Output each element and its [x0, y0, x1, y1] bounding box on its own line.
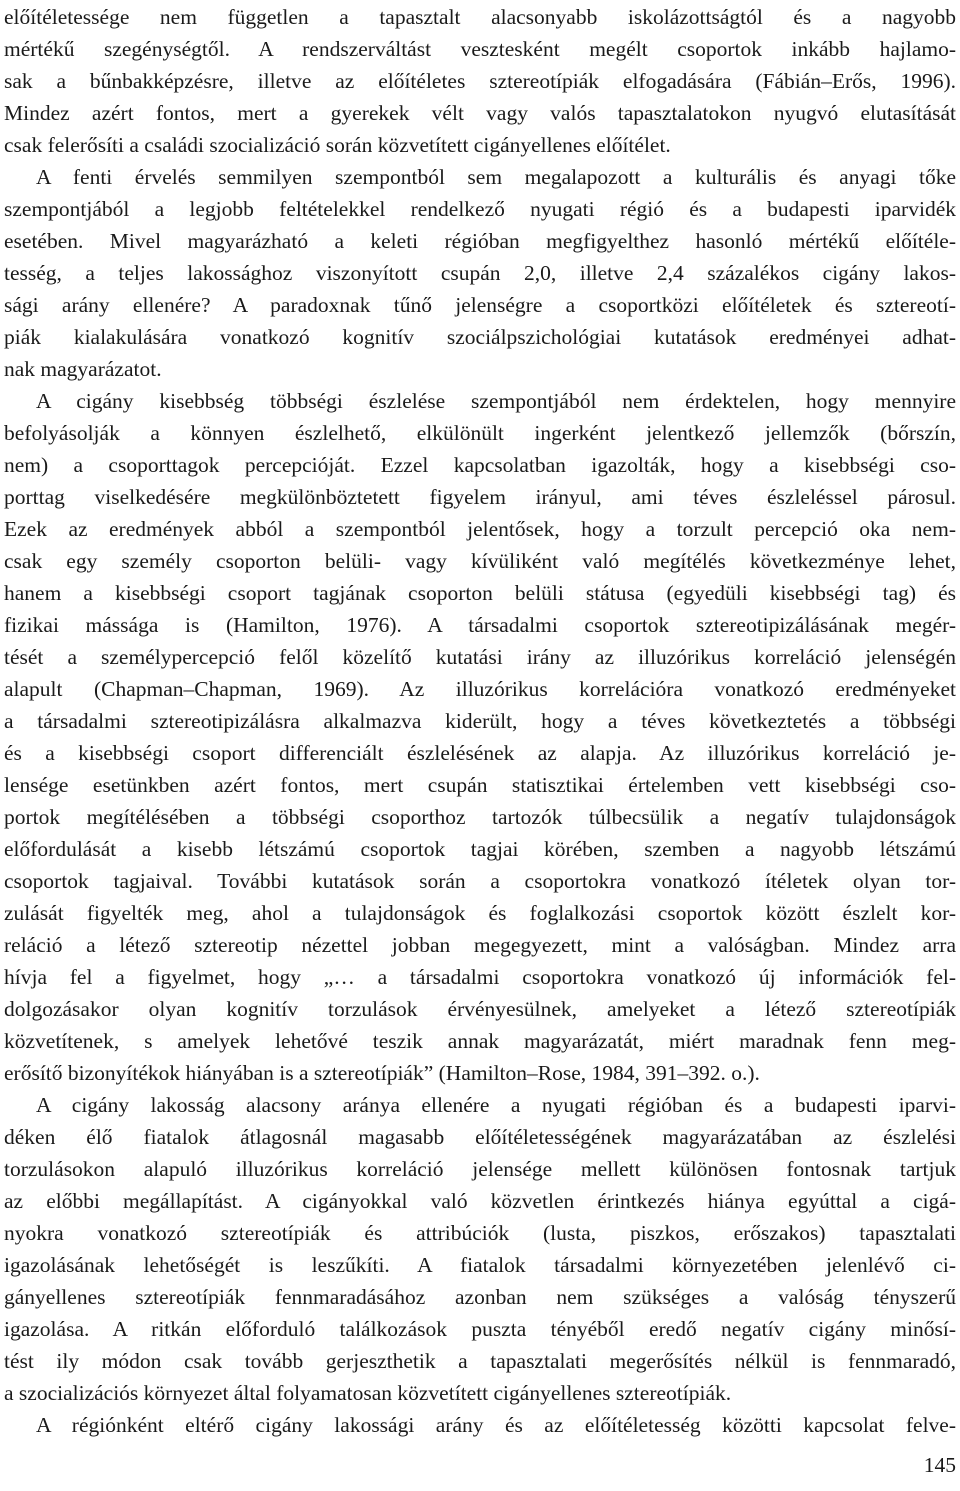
- text-line: dolgozásakor olyan kognitív torzulások érvényesülnek, amelyeket a létező sztereotípiák: [4, 997, 956, 1021]
- text-line: déken élő fiatalok átlagosnál magasabb előítéletességének magyarázatában az észlelési: [4, 1125, 956, 1149]
- text-line: porttag viselkedésére megkülönböztetett figyelem irányul, ami téves észleléssel párosul.: [4, 485, 956, 509]
- text-line: az előbbi megállapítást. A cigányokkal való közvetlen érintkezés hiánya egyúttal a cigá-: [4, 1189, 956, 1213]
- page-number: 145: [923, 1453, 956, 1477]
- text-line: fizikai mássága is (Hamilton, 1976). A társadalmi csoportok sztereotipizálásának megér-: [4, 613, 956, 637]
- text-line: gányellenes sztereotípiák fennmaradásához azonban nem szükséges a valóság tényszerű: [4, 1285, 956, 1309]
- text-line: nem) a csoporttagok percepcióját. Ezzel kapcsolatban igazolták, hogy a kisebbségi cso-: [4, 453, 956, 477]
- text-line: csak egy személy csoporton belüli- vagy kívüliként való megítélés következménye lehet,: [4, 549, 956, 573]
- text-line: előítéletessége nem független a tapasztalt alacsonyabb iskolázottságtól és a nagyobb: [4, 5, 956, 29]
- text-line: tését a személypercepció felől közelítő kutatási irány az illuzórikus korreláció jelenségén: [4, 645, 956, 669]
- paragraph-first-line: A fenti érvelés semmilyen szempontból sem megalapozott a kulturális és anyagi tőke: [36, 165, 956, 189]
- text-line: közvetítenek, s amelyek lehetővé teszik annak magyarázatát, miért maradnak fenn meg-: [4, 1029, 956, 1053]
- paragraph-first-line: A régiónként eltérő cigány lakossági arány és az előítéletesség közötti kapcsolat felve-: [36, 1413, 956, 1437]
- text-line: Ezek az eredmények abból a szempontból jelentősek, hogy a torzult percepció oka nem-: [4, 517, 956, 541]
- text-line: igazolásának lehetőségét is leszűkíti. A fiatalok társadalmi környezetében jelenlévő ci-: [4, 1253, 956, 1277]
- text-line: piák kialakulására vonatkozó kognitív szociálpszichológiai kutatások eredményei adhat-: [4, 325, 956, 349]
- text-line: tést ily módon csak tovább gerjeszthetik a tapasztalati megerősítés nélkül is fennmaradó,: [4, 1349, 956, 1373]
- text-line: torzulásokon alapuló illuzórikus korreláció jelensége mellett különösen fontosnak tartjuk: [4, 1157, 956, 1181]
- text-line: mértékű szegénységtől. A rendszerváltást vesztesként megélt csoportok inkább hajlamo-: [4, 37, 956, 61]
- text-line: hívja fel a figyelmet, hogy „… a társadalmi csoportokra vonatkozó új információk fel-: [4, 965, 956, 989]
- text-line: szempontjából a legjobb feltételekkel rendelkező nyugati régió és a budapesti iparvidék: [4, 197, 956, 221]
- text-line: tesség, a teljes lakossághoz viszonyított csupán 2,0, illetve 2,4 százalékos cigány lakos-: [4, 261, 956, 285]
- text-line: sági arány ellenére? A paradoxnak tűnő jelenségre a csoportközi előítéletek és sztereotí-: [4, 293, 956, 317]
- text-line: lensége esetünkben azért fontos, mert csupán statisztikai értelemben vett kisebbségi cso-: [4, 773, 956, 797]
- text-line: igazolása. A ritkán előforduló találkozások puszta tényéből eredő negatív cigány minősí-: [4, 1317, 956, 1341]
- text-line: nak magyarázatot.: [4, 357, 162, 381]
- text-line: csak felerősíti a családi szocializáció során közvetített cigányellenes előítélet.: [4, 133, 671, 157]
- text-line: nyokra vonatkozó sztereotípiák és attribúciók (lusta, piszkos, erőszakos) tapasztalati: [4, 1221, 956, 1245]
- text-line: esetében. Mivel magyarázható a keleti régióban megfigyelthez hasonló mértékű előítéle-: [4, 229, 956, 253]
- text-line: sak a bűnbakképzésre, illetve az előítéletes sztereotípiák elfogadására (Fábián–Erős, 1996).: [4, 69, 956, 93]
- text-line: hanem a kisebbségi csoport tagjának csoporton belüli státusa (egyedüli kisebbségi tag) és: [4, 581, 956, 605]
- text-line: reláció a létező sztereotip nézettel jobban megegyezett, mint a valóságban. Mindez arra: [4, 933, 956, 957]
- text-line: Mindez azért fontos, mert a gyerekek vélt vagy valós tapasztalatokon nyugvó elutasítását: [4, 101, 956, 125]
- text-line: alapult (Chapman–Chapman, 1969). Az illuzórikus korrelációra vonatkozó eredményeket: [4, 677, 956, 701]
- text-line: csoportok tagjaival. További kutatások során a csoportokra vonatkozó ítéletek olyan tor-: [4, 869, 956, 893]
- text-line: a társadalmi sztereotipizálásra alkalmazva kiderült, hogy a téves következtetés a többségi: [4, 709, 956, 733]
- text-line: befolyásolják a könnyen észlelhető, elkülönült ingerként jelentkező jellemzők (bőrszín,: [4, 421, 956, 445]
- text-line: a szocializációs környezet által folyamatosan közvetített cigányellenes sztereotípiák.: [4, 1381, 732, 1405]
- text-line: és a kisebbségi csoport differenciált észlelésének az alapja. Az illuzórikus korreláció je-: [4, 741, 956, 765]
- text-line: erősítő bizonyítékok hiányában is a sztereotípiák” (Hamilton–Rose, 1984, 391–392. o.).: [4, 1061, 760, 1085]
- paragraph-first-line: A cigány kisebbség többségi észlelése szempontjából nem érdektelen, hogy mennyire: [36, 389, 956, 413]
- text-line: zulását figyelték meg, ahol a tulajdonságok és foglalkozási csoportok között észlelt kor-: [4, 901, 956, 925]
- text-line: előfordulását a kisebb létszámú csoportok tagjai körében, szemben a nagyobb létszámú: [4, 837, 956, 861]
- text-line: portok megítélésében a többségi csoporthoz tartozók túlbecsülik a negatív tulajdonságok: [4, 805, 956, 829]
- paragraph-first-line: A cigány lakosság alacsony aránya ellenére a nyugati régióban és a budapesti iparvi-: [36, 1093, 956, 1117]
